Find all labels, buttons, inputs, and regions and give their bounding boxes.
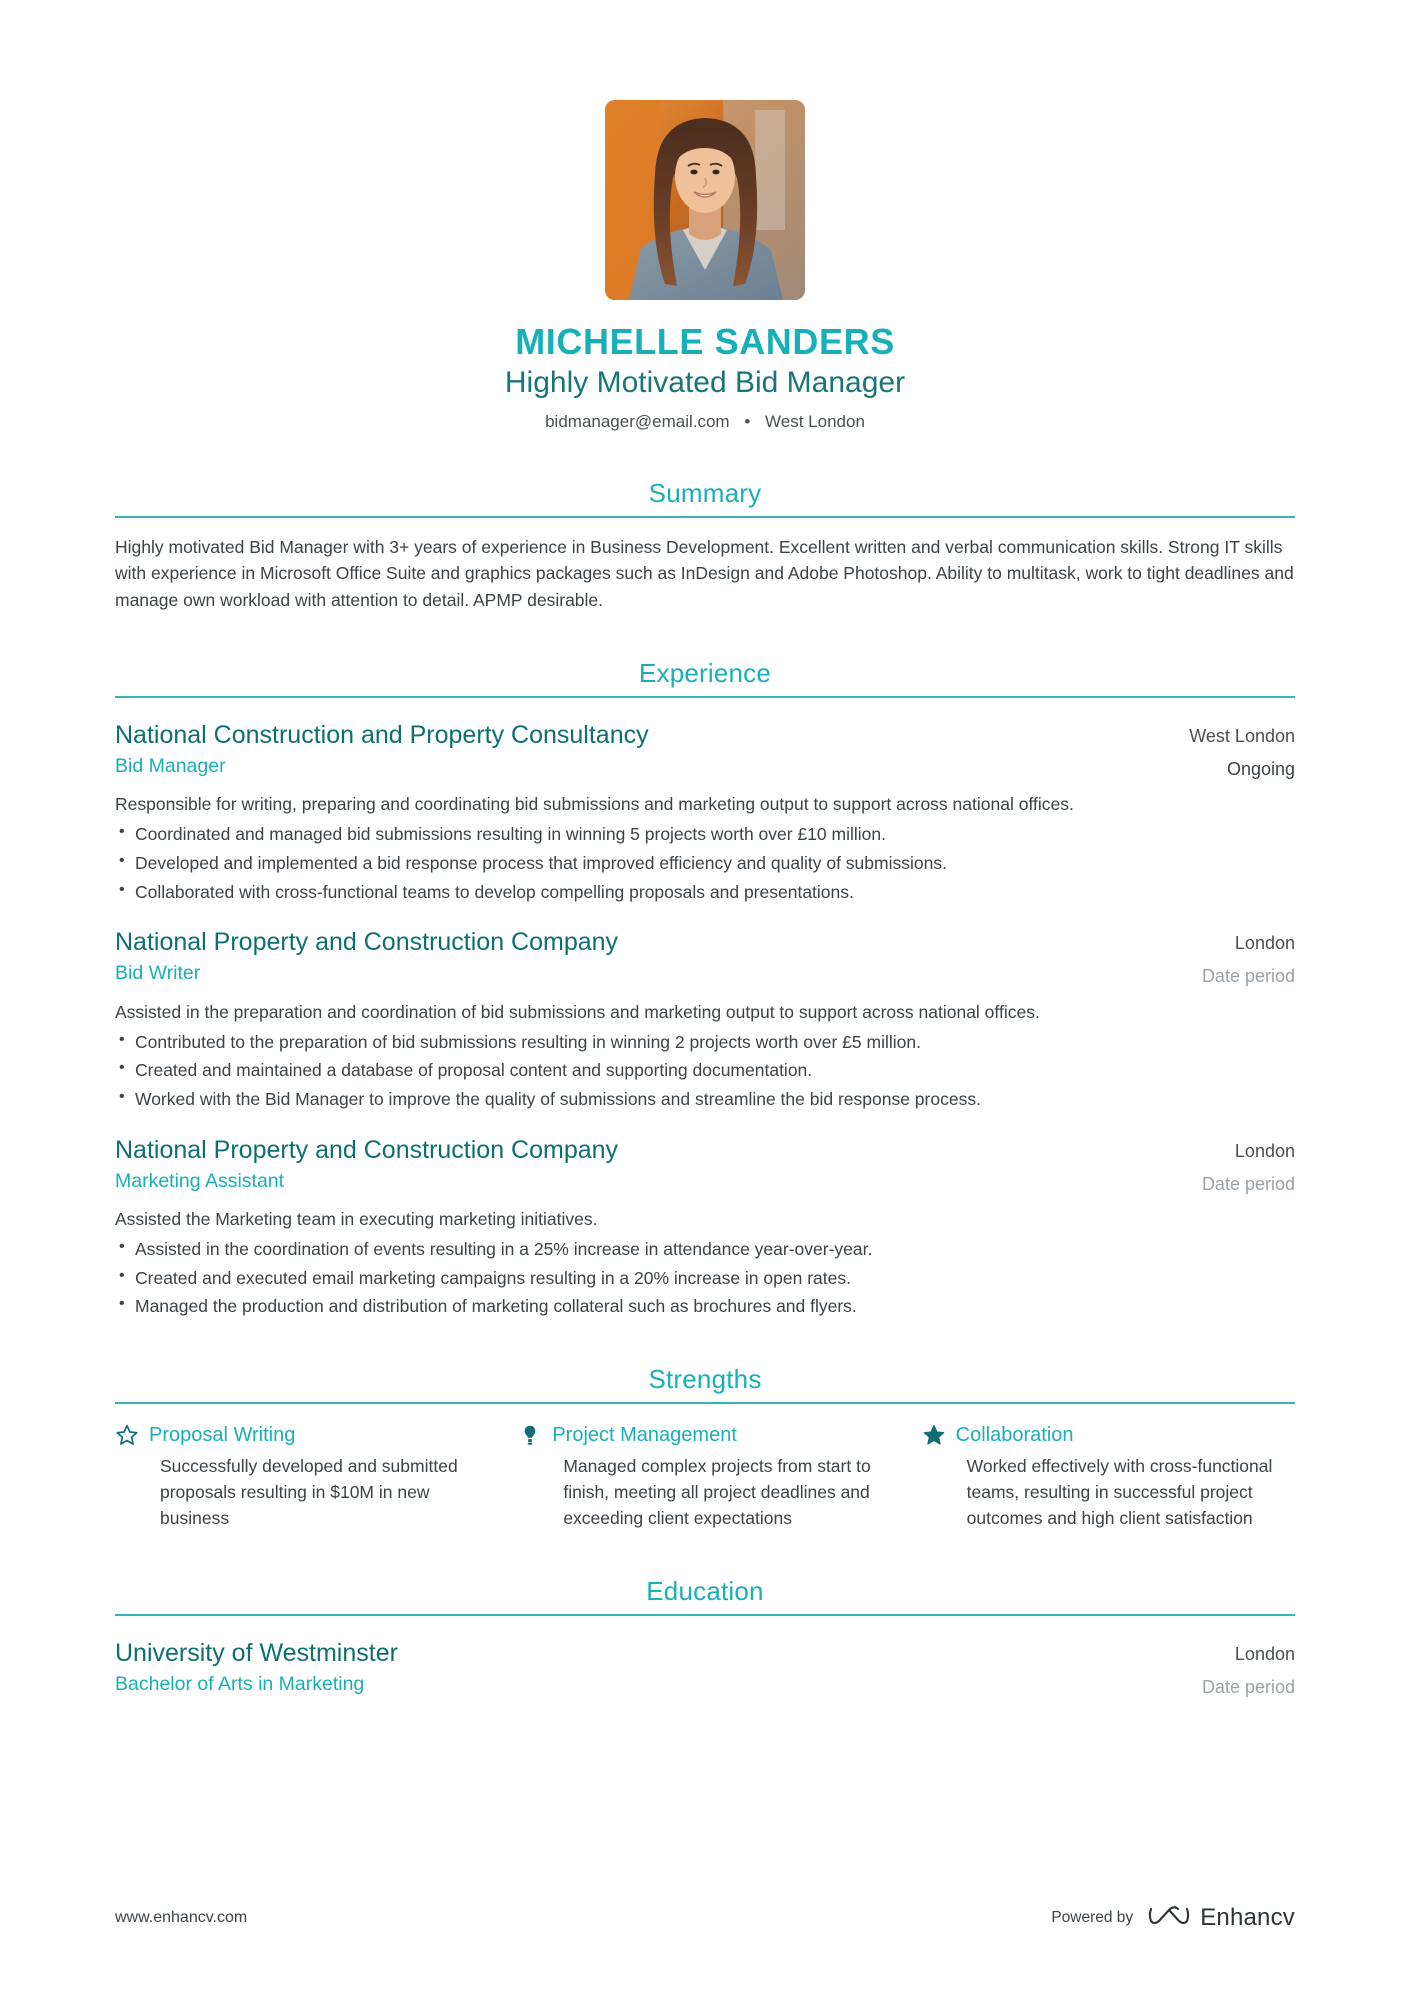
section-education [115, 1576, 1295, 1701]
footer-branding [1051, 1902, 1295, 1933]
entry-bullet-list [115, 1029, 1295, 1113]
section-heading-summary: Summary [648, 477, 762, 508]
list-item: • Developed and implemented a bid response process that improved efficiency and quality of submissions. [115, 850, 1295, 877]
strength-title: Collaboration [955, 1424, 1074, 1447]
list-item: • Collaborated with cross-functional teams to develop compelling proposals and presentations. [115, 879, 1295, 906]
strength-header [922, 1422, 1295, 1448]
strength-item [922, 1422, 1295, 1532]
star-filled-icon [922, 1423, 946, 1447]
job-role: Bid Manager [115, 755, 226, 778]
company-name: National Construction and Property Consultancy [115, 720, 649, 749]
strength-description: Worked effectively with cross-functional teams, resulting in successful project outcomes and high client satisfaction [966, 1456, 1273, 1528]
enhancv-logo-icon [1147, 1902, 1191, 1933]
education-entry-meta [1178, 1638, 1295, 1700]
section-heading-experience: Experience [638, 657, 772, 688]
list-item: • Created and executed email marketing campaigns resulting in a 20% increase in open rates. [115, 1265, 1295, 1292]
list-item: • Coordinated and managed bid submissions resulting in winning 5 projects worth over £10 million. [115, 821, 1295, 848]
strength-description: Successfully developed and submitted proposals resulting in $10M in new business [160, 1456, 458, 1528]
strength-header [115, 1422, 488, 1448]
page-title: MICHELLE SANDERS [515, 321, 895, 362]
entry-date: Date period [1201, 966, 1295, 987]
summary-paragraph: Highly motivated Bid Manager with 3+ years of experience in Business Development. Excellent written and verbal communication skills. Strong IT skills with experience in Microsoft Office Suite and graphics packages such as InDesign and Adobe Photoshop. Ability to multitask, work to tight deadlines and manage own workload with attention to detail. APMP desirable. [115, 536, 1294, 610]
avatar [605, 100, 805, 300]
entry-date: Ongoing [1226, 758, 1295, 779]
job-role: Bid Writer [115, 962, 201, 985]
entry-location: London [1234, 1140, 1295, 1161]
strength-header [518, 1422, 891, 1448]
experience-entry-main [115, 720, 1165, 780]
list-item: • Managed the production and distribution of marketing collateral such as brochures and flyers. [115, 1293, 1295, 1320]
list-item: • Assisted in the coordination of events resulting in a 25% increase in attendance year-over-year. [115, 1236, 1295, 1263]
experience-entry-main [115, 927, 1178, 987]
lightbulb-icon [518, 1423, 542, 1447]
job-title: Highly Motivated Bid Manager [504, 366, 906, 400]
strength-item [518, 1422, 891, 1532]
list-item: • Created and maintained a database of proposal content and supporting documentation. [115, 1057, 1295, 1084]
entry-date: Date period [1201, 1173, 1295, 1194]
degree-name: Bachelor of Arts in Marketing [115, 1673, 365, 1696]
email-text: bidmanager@email.com [545, 411, 730, 431]
footer-website-url[interactable]: www.enhancv.com [115, 1908, 248, 1926]
experience-entry-meta [1165, 720, 1295, 782]
strength-item [115, 1422, 488, 1532]
list-item: • Worked with the Bid Manager to improve the quality of submissions and streamline the bid response process. [115, 1086, 1295, 1113]
contact-separator: • [744, 411, 751, 431]
star-outline-icon [115, 1423, 139, 1447]
experience-entry [115, 905, 1295, 1112]
experience-entry [115, 1113, 1295, 1320]
experience-entry-meta [1178, 927, 1295, 989]
entry-bullet-list [115, 1236, 1295, 1320]
section-summary [115, 478, 1295, 614]
brand-name: Enhancv [1200, 1903, 1295, 1931]
section-heading-education: Education [646, 1575, 764, 1606]
company-name: National Property and Construction Company [115, 1135, 619, 1164]
job-role: Marketing Assistant [115, 1169, 285, 1192]
contact-line [115, 410, 1295, 434]
experience-entry-header [115, 927, 1295, 989]
entry-date: Date period [1201, 1677, 1295, 1698]
resume-header [115, 100, 1295, 434]
section-heading-strengths: Strengths [648, 1363, 762, 1394]
experience-entry-header [115, 1135, 1295, 1197]
list-item: • Contributed to the preparation of bid submissions resulting in winning 2 projects worth over £5 million. [115, 1029, 1295, 1056]
entry-description: Responsible for writing, preparing and coordinating bid submissions and marketing output to support across national offices. [115, 794, 1074, 815]
education-entry-main [115, 1638, 1178, 1698]
section-strengths [115, 1364, 1295, 1532]
powered-by-label: Powered by [1051, 1908, 1134, 1926]
experience-entry-main [115, 1135, 1178, 1195]
entry-location: West London [1189, 725, 1295, 746]
resume-content [115, 0, 1295, 1700]
entry-location: London [1234, 933, 1295, 954]
education-entry-header [115, 1638, 1295, 1700]
entry-bullet-list [115, 821, 1295, 905]
school-name: University of Westminster [115, 1639, 398, 1668]
brand-logo [1147, 1902, 1295, 1933]
strength-description: Managed complex projects from start to finish, meeting all project deadlines and exceeding client expectations [563, 1456, 871, 1528]
location-text: West London [765, 411, 865, 431]
section-experience [115, 658, 1295, 1320]
strength-title: Proposal Writing [149, 1424, 296, 1447]
experience-entry-header [115, 720, 1295, 782]
experience-entry [115, 698, 1295, 905]
profile-photo-image [605, 100, 805, 300]
entry-description: Assisted in the preparation and coordination of bid submissions and marketing output to support across national offices. [115, 1001, 1040, 1022]
page-footer [115, 1902, 1295, 1933]
strength-title: Project Management [552, 1424, 737, 1447]
entry-description: Assisted the Marketing team in executing marketing initiatives. [115, 1208, 598, 1229]
entry-location: London [1234, 1644, 1295, 1665]
education-entry [115, 1616, 1295, 1700]
strengths-grid [115, 1404, 1295, 1532]
company-name: National Property and Construction Company [115, 928, 619, 957]
experience-entry-meta [1178, 1135, 1295, 1197]
